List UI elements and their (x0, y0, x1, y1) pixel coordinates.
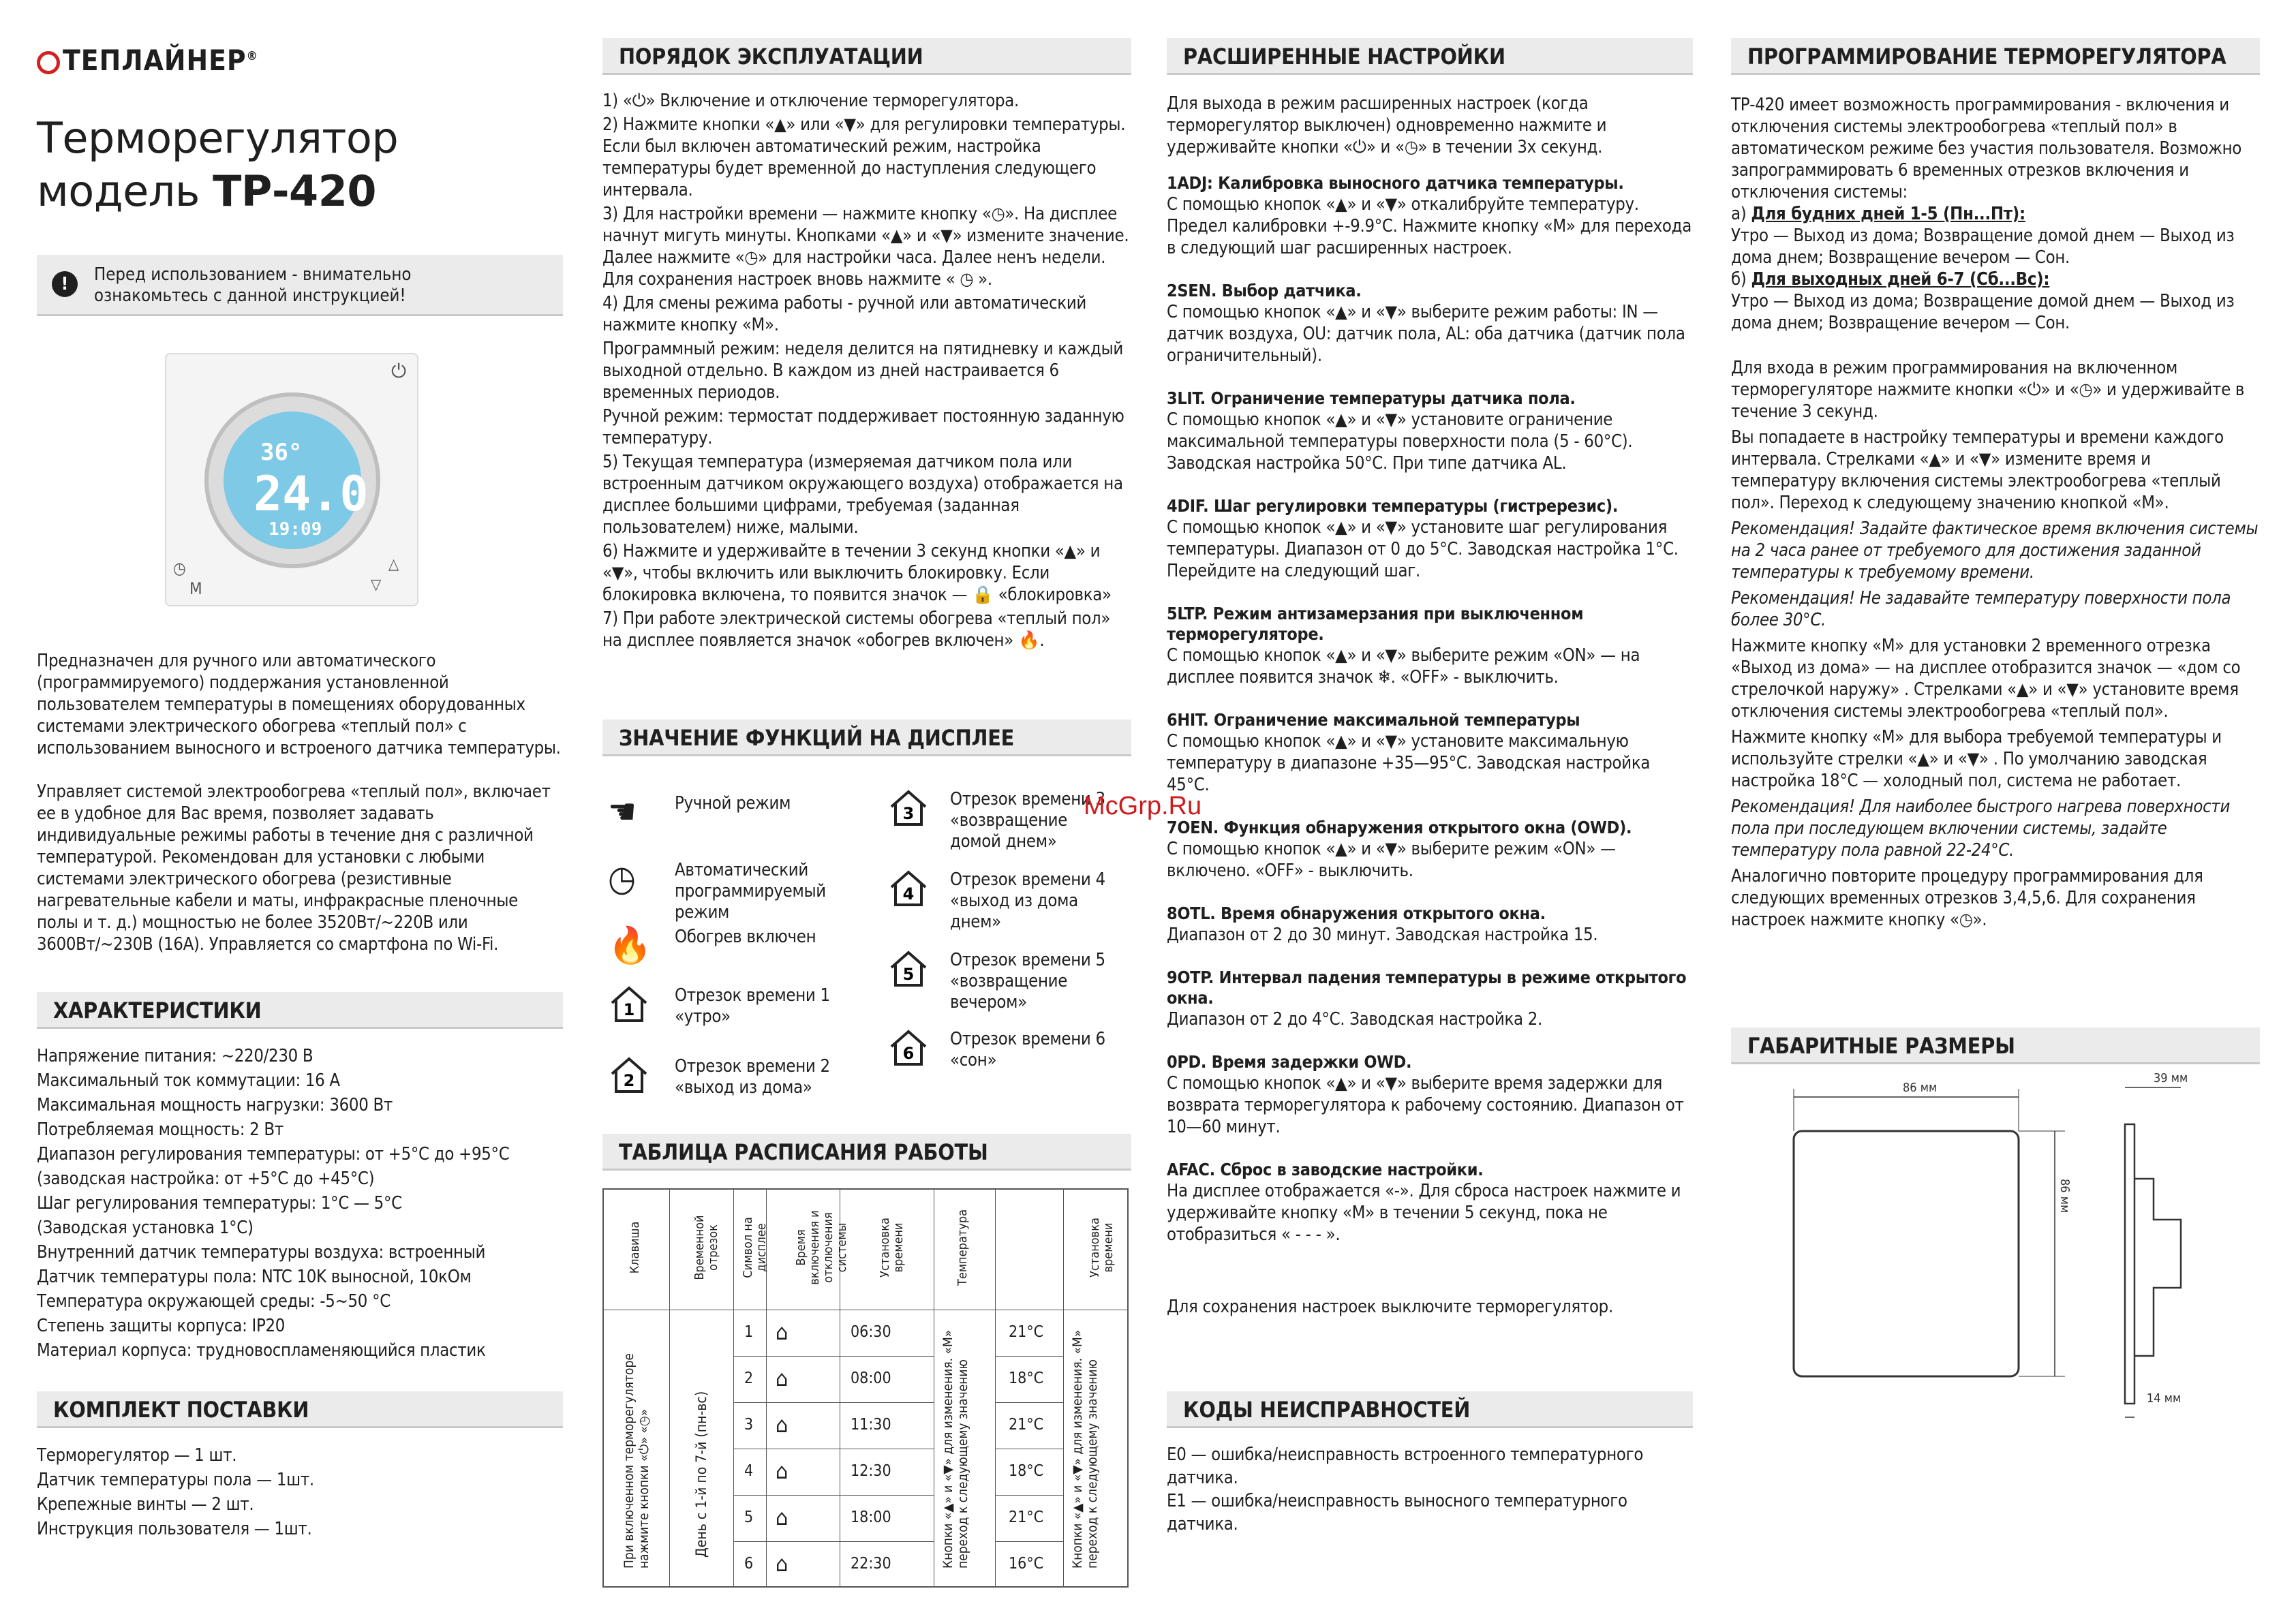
house-1-icon: ⌂ (776, 1319, 789, 1345)
house-3-icon: ⌂ (776, 1412, 789, 1438)
house-2-icon (608, 1053, 656, 1101)
advanced-item-text: На дисплее отображается «-». Для сброса настроек нажмите и удерживайте кнопку «M» в течении 5 секунд, пока не отобразиться « - - - ». (1167, 1181, 1681, 1245)
watermark: McGrp.Ru (1084, 792, 1202, 820)
advanced-item-title: 2SEN. Выбор датчика. (1167, 281, 1362, 300)
row-time: 22:30 (851, 1555, 891, 1573)
operation-step: 4) Для смены режима работы - ручной или автоматический нажмите кнопку «M». (602, 293, 1087, 335)
list-item: Датчик температуры пола — 1шт. (37, 1470, 314, 1490)
errors-list (1167, 1443, 1693, 1536)
list-item: Потребляемая мощность: 2 Вт (37, 1119, 284, 1140)
depth-label: 39 мм (2154, 1071, 2188, 1085)
advanced-item-title: 8OTL. Время обнаружения открытого окна. (1167, 903, 1546, 923)
functions-heading: ЗНАЧЕНИЕ ФУНКЦИЙ НА ДИСПЛЕЕ (602, 720, 1131, 756)
list-item: Температура окружающей среды: -5~50 °С (37, 1291, 391, 1312)
operation-step: Программный режим: неделя делится на пятидневку и каждый выходной отдельно. В каждом из дней настраивается 6 временных периодов. (602, 339, 1123, 403)
function-label: Ручной режим (675, 793, 791, 814)
row-temp: 18°C (1009, 1370, 1044, 1387)
house-2-icon: ⌂ (776, 1365, 789, 1391)
advanced-item (1167, 604, 1693, 688)
row-number: 1 (744, 1323, 754, 1341)
svg-text:6: 6 (902, 1044, 915, 1063)
m-label: M (189, 579, 202, 598)
display-ring (204, 392, 380, 568)
advanced-item-title: 0PD. Время задержки OWD. (1167, 1052, 1412, 1072)
house-6-icon: ⌂ (776, 1551, 789, 1577)
intro-text-1: Предназначен для ручного или автоматического (программируемого) поддержания установленной пользователем температуры в помещениях оборудованных системами электрического обогрева «теплый пол» с использованием выносного и встроеного датчика температуры. (37, 651, 561, 758)
list-item: Шаг регулирования температуры: 1°С — 5°С (37, 1193, 402, 1214)
advanced-item-title: 3LIT. Ограничение температуры датчика пола. (1167, 388, 1576, 408)
dimensions-heading: ГАБАРИТНЫЕ РАЗМЕРЫ (1731, 1027, 2260, 1064)
function-label: Отрезок времени 1 «утро» (675, 985, 830, 1027)
house-3-icon (887, 786, 935, 834)
advanced-item-text: С помощью кнопок «▲» и «▼» выберите режим «ON» — включено. «OFF» - выключить. (1167, 839, 1616, 881)
advanced-item-title: 7OEN. Функция обнаружения открытого окна (OWD). (1167, 818, 1632, 837)
lcd-display: 36° 24.0 19:09 (224, 412, 361, 549)
day-range: День с 1-й по 7-й (пн-вс) (693, 1391, 709, 1558)
width-label: 86 мм (1903, 1081, 1938, 1095)
advanced-item (1167, 388, 1693, 474)
specs-list (37, 1044, 563, 1363)
list-item: (Заводская установка 1°С) (37, 1218, 254, 1238)
schedule-heading: ТАБЛИЦА РАСПИСАНИЯ РАБОТЫ (602, 1134, 1131, 1171)
function-label: Отрезок времени 4 «выход из дома днем» (950, 869, 1105, 932)
list-item: Материал корпуса: трудновоспламеняющийся пластик (37, 1340, 486, 1361)
advanced-item-text: С помощью кнопок «▲» и «▼» выберите время задержки для возврата терморегулятора к рабочему состоянию. Диапазон от 10—60 минут. (1167, 1073, 1684, 1137)
clock-icon: ◷ (173, 559, 186, 578)
row-number: 3 (744, 1416, 754, 1434)
advanced-item (1167, 1160, 1693, 1246)
thermostat-photo (165, 353, 418, 606)
power-icon: ⏻ (391, 360, 407, 382)
row-divider (995, 1402, 1063, 1403)
row-number: 4 (744, 1462, 754, 1480)
operation-step: 5) Текущая температура (измеряемая датчиком пола или встроенным датчиком окружающего воздуха) отображается на дисплее большими цифрами, требуемая (заданная пользователем) ниже, малыми. (602, 452, 1123, 538)
list-item: Крепежные винты — 2 шт. (37, 1494, 254, 1515)
list-item: Степень защиты корпуса: IP20 (37, 1316, 286, 1336)
list-item: Максимальный ток коммутации: 16 А (37, 1070, 340, 1091)
advanced-item (1167, 1052, 1693, 1138)
row-number: 6 (744, 1555, 754, 1573)
advanced-item (1167, 173, 1693, 259)
arrow-up-icon: △ (388, 556, 399, 573)
house-4-icon (887, 867, 935, 914)
brand-logo: ТЕПЛАЙНЕР® (37, 44, 258, 77)
advanced-item (1167, 710, 1693, 796)
advanced-heading: РАСШИРЕННЫЕ НАСТРОЙКИ (1167, 38, 1693, 75)
row-time: 06:30 (851, 1323, 891, 1341)
advanced-item-text: С помощью кнопок «▲» и «▼» установите шаг регулирования температуры. Диапазон от 0 до 5°С. Заводская настройка 1°С. Перейдите на следующий шаг. (1167, 517, 1679, 581)
svg-text:1: 1 (623, 1000, 635, 1019)
exclamation-icon: ! (52, 271, 78, 297)
operation-step: Ручной режим: термостат поддерживает постоянную заданную температуру. (602, 406, 1124, 448)
advanced-item-title: 5LTP. Режим антизамерзания при выключенном терморегуляторе. (1167, 604, 1584, 644)
row-number: 5 (744, 1509, 754, 1526)
advanced-item-title: 9OTP. Интервал падения температуры в режиме открытого окна. (1167, 968, 1687, 1008)
house-5-icon (887, 947, 935, 995)
schedule-table (602, 1188, 1129, 1588)
advanced-item (1167, 968, 1693, 1030)
row-divider (995, 1356, 1063, 1357)
row-divider (733, 1495, 934, 1496)
errors-heading: КОДЫ НЕИСПРАВНОСТЕЙ (1167, 1391, 1693, 1428)
table-header: Температура (955, 1209, 970, 1286)
advanced-item-title: AFAC. Сброс в заводские настройки. (1167, 1160, 1484, 1179)
operation-step: 7) При работе электрической системы обогрева «теплый пол» на дисплее появляется значок «обогрев включен» 🔥. (602, 608, 1111, 651)
row-time: 18:00 (851, 1509, 891, 1526)
table-header: Клавиша (628, 1221, 642, 1274)
function-label: Отрезок времени 3 «возвращение домой днем» (950, 789, 1105, 852)
advanced-item-text: С помощью кнопок «▲» и «▼» откалибруйте температуру. Предел калибровки +-9.9°С. Нажмите кнопку «M» для перехода в следующий шаг расширенных настроек. (1167, 194, 1692, 258)
advanced-item-text: С помощью кнопок «▲» и «▼» выберите режим «ON» — на дисплее появится значок ❄. «OFF» - выключить. (1167, 645, 1640, 687)
row-divider (733, 1402, 934, 1403)
row-temp: 16°C (1009, 1555, 1044, 1573)
list-item: (заводская настройка: от +5°С до +45°С) (37, 1169, 375, 1189)
operation-step: 6) Нажмите и удерживайте в течении 3 секунд кнопки «▲» и «▼», чтобы включить или выключить блокировку. Если блокировка включена, то появится значок — 🔒 «блокировка» (602, 541, 1112, 605)
kit-heading: КОМПЛЕКТ ПОСТАВКИ (37, 1391, 563, 1428)
table-header: Временной отрезок (692, 1215, 720, 1280)
row-temp: 21°C (1009, 1323, 1044, 1341)
advanced-item-text: С помощью кнопок «▲» и «▼» установите ограничение максимальной температуры поверхности пола (5 - 60°С). Заводская настройка 50°С. При типе датчика AL. (1167, 409, 1633, 474)
temp-set-instruction: Кнопки «▲» и «▼» для изменения. «M» переход к следующему значению (1070, 1329, 1100, 1568)
operation-step: 2) Нажмите кнопки «▲» или «▼» для регулировки температуры. Если был включен автоматический режим, настройка температуры будет временной до наступления следующего интервала. (602, 114, 1126, 200)
row-temp: 18°C (1009, 1462, 1044, 1480)
house-1-icon (608, 983, 656, 1030)
operation-step: 3) Для настройки времени — нажмите кнопку «◷». На дисплее начнут мигуть минуты. Кнопками «▲» и «▼» измените значение. Далее нажмите «◷» для настройки часа. Далее ненъ недели. Для сохранения настроек вновь нажмите « ◷ ». (602, 204, 1129, 290)
intro-text-2: Управляет системой электрообогрева «теплый пол», включает ее в удобное для Вас время, позволяет задавать индивидуальные режимы работы в течение дня с различной температурой. Рекомендован для установки с любыми системами электрического обогрева (резистивные нагревательные кабели и маты, инфракрасные пленочные полы и т. д.) мощностью не более 3520Вт/~220В или 3600Вт/~230В (16А). Управляется со смартфона по Wi-Fi. (37, 782, 551, 955)
functions-list (602, 777, 1131, 1117)
hand-icon: ☚ (608, 792, 637, 833)
operation-step: 1) «⏻» Включение и отключение терморегулятора. (602, 91, 1019, 111)
list-item: Внутренний датчик температуры воздуха: встроенный (37, 1242, 486, 1263)
table-header: Установка времени (878, 1218, 906, 1278)
list-item: Максимальная мощность нагрузки: 3600 Вт (37, 1095, 393, 1115)
operation-list (602, 90, 1131, 653)
advanced-item (1167, 903, 1693, 946)
list-item: Инструкция пользователя — 1шт. (37, 1519, 312, 1539)
function-label: Отрезок времени 2 «выход из дома» (675, 1056, 830, 1098)
arrow-down-icon: ▽ (371, 576, 382, 593)
row-time: 08:00 (851, 1370, 891, 1387)
function-label: Обогрев включен (675, 927, 816, 947)
operation-heading: ПОРЯДОК ЭКСПЛУАТАЦИИ (602, 38, 1131, 75)
function-label: Отрезок времени 6 «сон» (950, 1029, 1105, 1070)
advanced-save: Для сохранения настроек выключите терморегулятор. (1167, 1297, 1613, 1317)
advanced-item-text: Диапазон от 2 до 4°С. Заводская настройка 2. (1167, 1009, 1543, 1030)
list-item: E1 — ошибка/неисправность выносного температурного датчика. (1167, 1491, 1627, 1534)
row-divider (733, 1541, 934, 1542)
advanced-item-text: Диапазон от 2 до 30 минут. Заводская настройка 15. (1167, 925, 1598, 945)
advanced-item-text: С помощью кнопок «▲» и «▼» выберите режим работы: IN — датчик воздуха, OU: датчик пола, AL: оба датчика (датчик пола ограничительный). (1167, 302, 1685, 366)
svg-text:3: 3 (902, 804, 915, 823)
table-header: Установка времени (1088, 1218, 1116, 1278)
advanced-item-title: 1ADJ: Калибровка выносного датчика температуры. (1167, 173, 1624, 193)
advanced-item (1167, 818, 1693, 882)
list-item: Датчик температуры пола: NTC 10K выносной, 10кОм (37, 1267, 472, 1287)
svg-text:4: 4 (902, 884, 915, 903)
programming-body: ТР-420 имеет возможность программирования - включения и отключения системы электрообогрева «теплый пол» в автоматическом режиме без участия пользователя. Возможно запрограммировать 6 временных отрезков включения и отключения системы: а) Для будних дней 1-5 (Пн...Пт): Утро — Выход из дома; Возвращение домой днем — Выход из дома днем; Возвращение вечером — Сон. б) Для выходных дней 6-7 (Сб...Вс): Утро — Выход из дома; Возвращение домой днем — Выход из дома днем; Возвращение вечером — Сон. Для входа в режим программирования на включенном терморегуляторе нажмите кнопки «⏻» и «◷» и удерживайте в течение 3 секунд. Вы попадаете в настройку температуры и времени каждого интервала. Стрелками «▲» и «▼» измените время и температуру включения системы электрообогрева «теплый пол». Переход к следующему значению кнопкой «M». Рекомендация! Задайте фактическое время включения системы на 2 часа ранее от требуемого для достижения заданной температуры к требуемому времени. Рекомендация! Не задавайте температуру поверхности пола более 30°С. Нажмите кнопку «M» для установки 2 временного отрезка «Выход из дома» — на дисплее отобразится значок — «дом со стрелочкой наружу» . Стрелками «▲» и «▼» установите время отключения системы электрообогрева «теплый пол». Нажмите кнопку «M» для выбора требуемой температуры и используйте стрелки «▲» и «▼» . По умолчанию заводская настройка 18°С — холодный пол, система не работает. Рекомендация! Для наиболее быстрого нагрева поверхности пола при последующем включении системы, задайте температуру пола равной 22-24°С. Аналогично повторите процедуру программирования для следующих временных отрезков 3,4,5,6. Для сохранения настроек нажмите кнопку «◷». (1731, 95, 2259, 930)
list-item: Напряжение питания: ~220/230 В (37, 1046, 313, 1066)
advanced-item-title: 6HIT. Ограничение максимальной температуры (1167, 710, 1580, 730)
row-temp: 21°C (1009, 1509, 1044, 1526)
height-label: 86 мм (2057, 1179, 2072, 1214)
function-label: Автоматический программируемый режим (675, 860, 826, 923)
row-time: 12:30 (851, 1462, 891, 1480)
kit-list (37, 1443, 563, 1541)
advanced-item (1167, 496, 1693, 582)
table-header: Символ на дисплее (741, 1217, 769, 1278)
flame-icon: 🔥 (608, 925, 652, 966)
key-instruction: При включенном терморегуляторе нажмите кнопки «⏻» «◷» (622, 1353, 652, 1568)
row-number: 2 (744, 1370, 754, 1387)
svg-text:2: 2 (623, 1071, 635, 1090)
row-divider (733, 1356, 934, 1357)
list-item: Терморегулятор — 1 шт. (37, 1445, 237, 1466)
clock-icon: ◷ (608, 859, 636, 899)
specs-heading: ХАРАКТЕРИСТИКИ (37, 992, 563, 1029)
panel-label: 14 мм (2147, 1391, 2182, 1406)
table-header: Время включения и отключения системы (794, 1210, 849, 1285)
logo-ring-icon (37, 51, 60, 74)
house-4-icon: ⌂ (776, 1458, 789, 1484)
row-divider (995, 1541, 1063, 1542)
advanced-item-title: 4DIF. Шаг регулировки температуры (гистререзис). (1167, 496, 1619, 516)
programming-heading: ПРОГРАММИРОВАНИЕ ТЕРМОРЕГУЛЯТОРА (1731, 38, 2260, 75)
row-time: 11:30 (851, 1416, 891, 1434)
time-set-instruction: Кнопки «▲» и «▼» для изменения. «M» переход к следующему значению (940, 1329, 970, 1568)
list-item: E0 — ошибка/неисправность встроенного температурного датчика. (1167, 1444, 1644, 1488)
list-item: Диапазон регулирования температуры: от +5°С до +95°С (37, 1144, 510, 1164)
dimensions-drawing (1731, 1063, 2260, 1444)
svg-text:5: 5 (902, 965, 915, 984)
house-6-icon (887, 1026, 935, 1074)
row-temp: 21°C (1009, 1416, 1044, 1434)
page-title: Терморегулятор модель ТР-420 (37, 113, 399, 216)
advanced-item (1167, 281, 1693, 367)
warning-box: ! Перед использованием - внимательно ознакомьтесь с данной инструкцией! (37, 255, 563, 316)
house-5-icon: ⌂ (776, 1504, 789, 1530)
row-divider (995, 1495, 1063, 1496)
advanced-list (1167, 173, 1693, 1267)
function-label: Отрезок времени 5 «возвращение вечером» (950, 950, 1105, 1013)
advanced-item-text: С помощью кнопок «▲» и «▼» установите максимальную температуру в диапазоне +35—95°С. Заводская настройка 45°С. (1167, 731, 1651, 795)
advanced-intro: Для выхода в режим расширенных настроек (когда терморегулятор выключен) одновременно нажмите и удерживайте кнопки «⏻» и «◷» в течении 3х секунд. (1167, 93, 1607, 157)
